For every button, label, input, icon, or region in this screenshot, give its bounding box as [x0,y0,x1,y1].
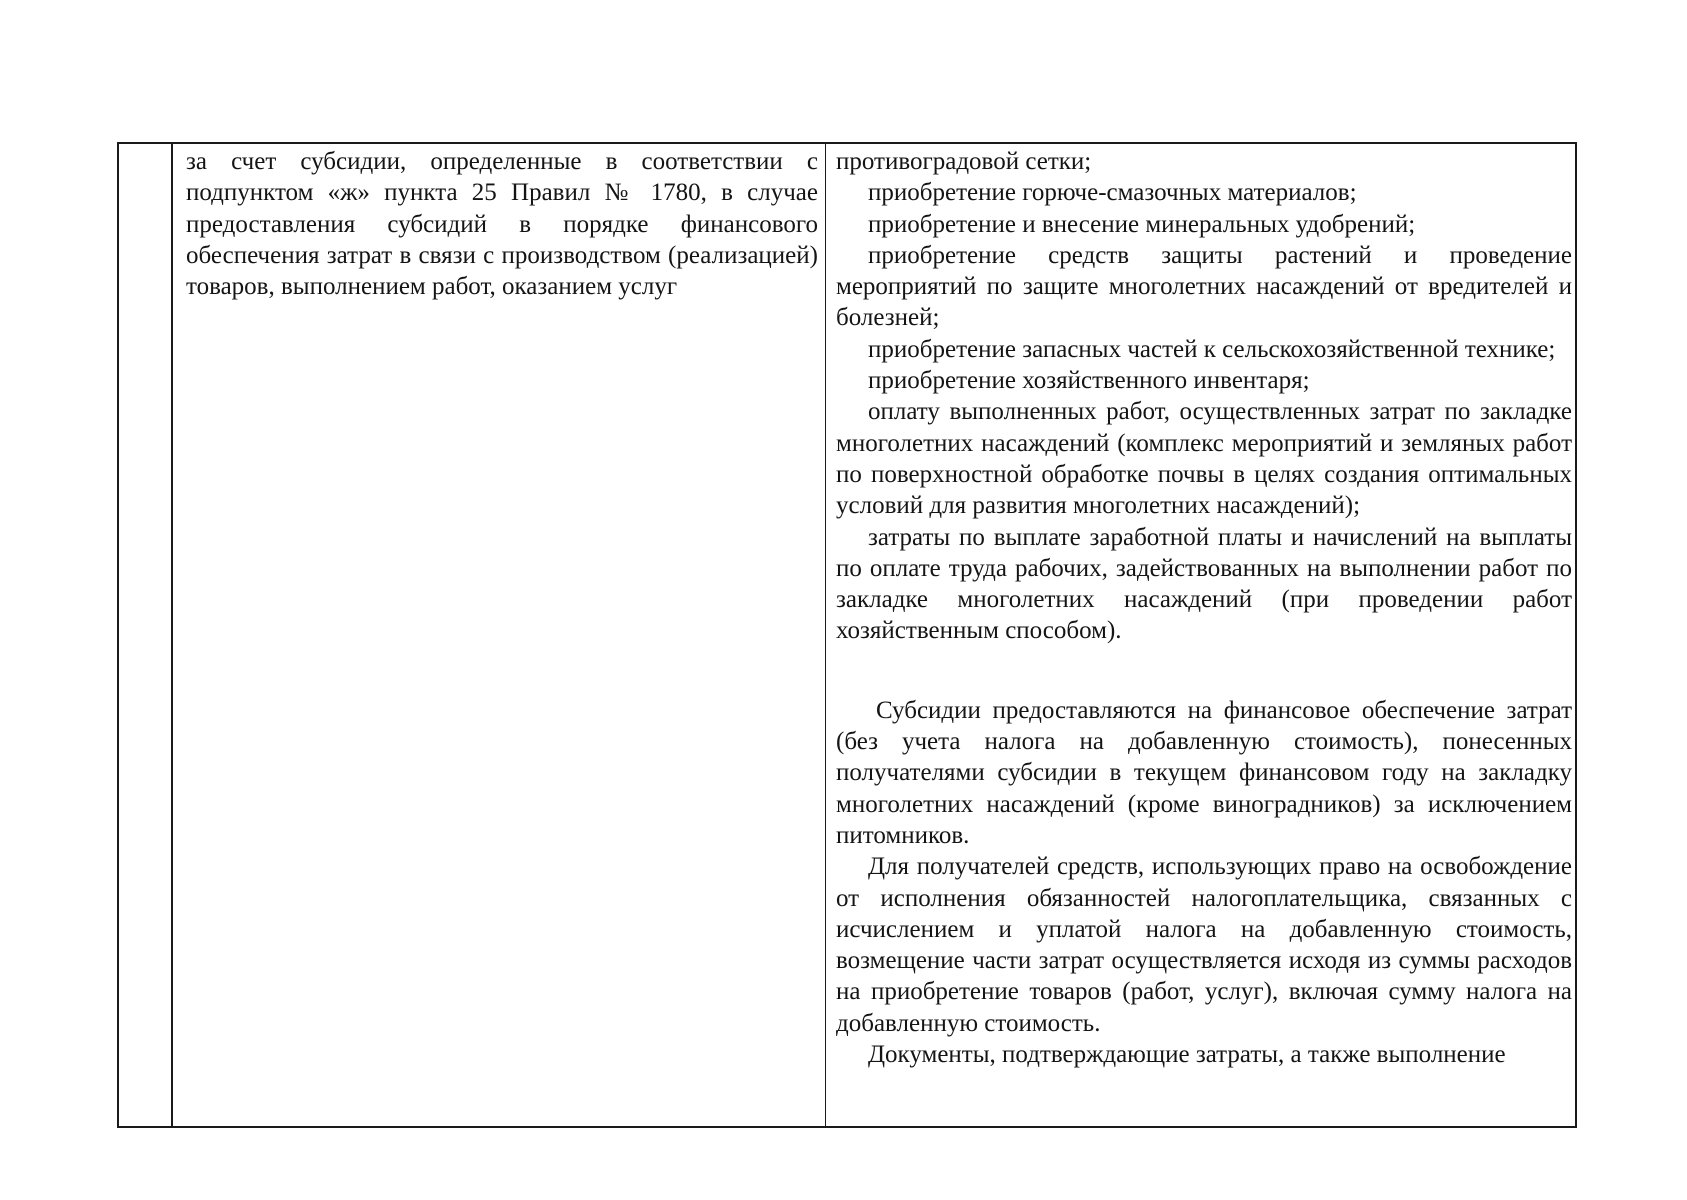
paragraph-hail-net: противоградовой сетки; [836,148,1092,175]
paragraph-gap [836,647,1572,695]
paragraph-inventory: приобретение хозяйственного инвентаря; [868,367,1310,395]
middle-cell-text: за счет субсидии, определенные в соответствии с подпунктом «ж» пункта 25 Правил № 1780, в случае предоставления субсидий в порядке финансового обеспечения затрат в связи с производством (реализацией) товаров, выполнением работ, оказанием услуг [186,148,818,301]
paragraph-spare-parts: приобретение запасных частей к сельскохозяйственной технике; [868,335,1556,363]
paragraph-plant-protection: приобретение средств защиты растений и проведение мероприятий по защите многолетних насаждений от вредителей и болезней; [836,241,1572,332]
paragraph-planting-works: оплату выполненных работ, осуществленных затрат по закладке многолетних насаждений (комплекс мероприятий и земляных работ по поверхностной обработке почвы в целях создания оптимальных условий для развития многолетних насаждений); [836,398,1572,520]
paragraph-vat-exemption: Для получателей средств, использующих право на освобождение от исполнения обязанностей налогоплательщика, связанных с исчислением и уплатой налога на добавленную стоимость, возмещение части затрат осуществляется исходя из суммы расходов на приобретение товаров (работ, услуг), включая сумму налога на добавленную стоимость. [836,853,1572,1037]
column-divider-2 [825,144,826,1126]
table-cell-middle [186,144,818,302]
paragraph-fuel: приобретение горюче-смазочных материалов; [868,179,1357,207]
paragraph-wages: затраты по выплате заработной платы и начислений на выплаты по оплате труда рабочих, задействованных на выполнении работ по закладке многолетних насаждений (при проведении работ хозяйственным способом). [836,523,1572,645]
document-table [117,142,1577,1128]
paragraph-documents: Документы, подтверждающие затраты, а также выполнение [868,1041,1506,1069]
paragraph-subsidy-provision: Субсидии предоставляются на финансовое обеспечение затрат (без учета налога на добавленную стоимость), понесенных получателями субсидии в текущем финансовом году на закладку многолетних насаждений (кроме виноградников) за исключением питомников. [836,696,1572,849]
table-cell-right [836,144,1572,1070]
paragraph-fertilizers: приобретение и внесение минеральных удобрений; [868,210,1416,238]
column-divider-1 [171,144,173,1126]
